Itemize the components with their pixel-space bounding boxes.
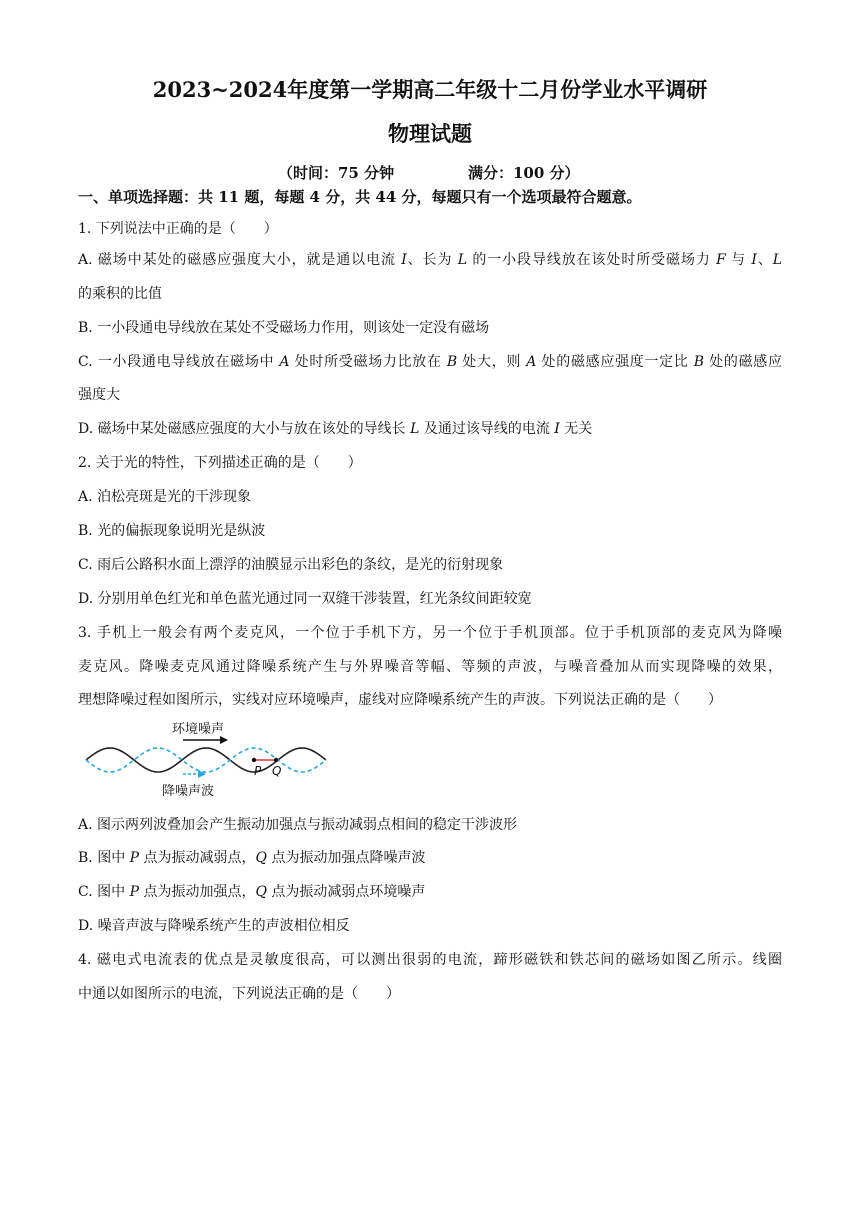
- label-point-q: Q: [272, 764, 282, 778]
- label-anti-noise: 降噪声波: [162, 784, 215, 799]
- q2-option-a: A. 泊松亮斑是光的干涉现象: [78, 489, 252, 505]
- q1-option-a-cont: 的乘积的比值: [78, 286, 162, 302]
- q1-option-d: D. 磁场中某处磁感应强度的大小与放在该处的导线长 L 及通过该导线的电流 I 无关: [78, 421, 593, 437]
- arrowhead-ambient: [220, 736, 228, 744]
- q2-stem: 2. 关于光的特性，下列描述正确的是（ ）: [78, 455, 362, 471]
- q3-option-d: D. 噪音声波与降噪系统产生的声波相位相反: [78, 918, 350, 934]
- label-point-p: P: [254, 764, 262, 778]
- q3-stem-line3: 理想降噪过程如图所示，实线对应环境噪声，虚线对应降噪系统产生的声波。下列说法正确的是（ ）: [78, 692, 722, 708]
- q1-option-c: C. 一小段通电导线放在磁场中 A 处时所受磁场力比放在 B 处大，则 A 处的磁感应强度一定比 B 处的磁感应: [78, 354, 782, 370]
- q1-option-b: B. 一小段通电导线放在某处不受磁场力作用，则该处一定没有磁场: [78, 320, 490, 336]
- q3-stem-line1: 3. 手机上一般会有两个麦克风，一个位于手机下方，另一个位于手机顶部。位于手机顶部的麦克风为降噪: [78, 625, 782, 641]
- q3-option-b: B. 图中 P 点为振动减弱点，Q 点为振动加强点降噪声波: [78, 850, 426, 866]
- q2-option-d: D. 分别用单色红光和单色蓝光通过同一双缝干涉装置，红光条纹间距较宽: [78, 591, 532, 607]
- q4-stem-line2: 中通以如图所示的电流，下列说法正确的是（ ）: [78, 986, 400, 1002]
- q2-option-c: C. 雨后公路积水面上漂浮的油膜显示出彩色的条纹，是光的衍射现象: [78, 557, 504, 573]
- point-q-dot: [274, 758, 278, 762]
- q1-option-a: A. 磁场中某处的磁感应强度大小，就是通以电流 I、长为 L 的一小段导线放在该处时所受磁场力 F 与 I、L: [78, 252, 783, 268]
- q3-option-c: C. 图中 P 点为振动加强点，Q 点为振动减弱点环境噪声: [78, 884, 426, 900]
- section-heading: 一、单项选择题：共 11 题，每题 4 分，共 44 分，每题只有一个选项最符合题意。: [78, 188, 642, 206]
- q3-option-a: A. 图示两列波叠加会产生振动加强点与振动减弱点相间的稳定干涉波形: [78, 817, 518, 833]
- q3-stem-line2: 麦克风。降噪麦克风通过降噪系统产生与外界噪音等幅、等频的声波，与噪音叠加从而实现降噪的效果，: [78, 659, 782, 675]
- exam-time: （时间：75 分钟: [278, 164, 395, 182]
- exam-subtitle: 物理试题: [388, 121, 472, 146]
- exam-score: 满分：100 分）: [468, 164, 580, 182]
- q1-option-c-cont: 强度大: [78, 387, 120, 403]
- q2-option-b: B. 光的偏振现象说明光是纵波: [78, 523, 266, 539]
- q4-stem-line1: 4. 磁电式电流表的优点是灵敏度很高，可以测出很弱的电流，蹄形磁铁和铁芯间的磁场如图乙所示。线圈: [78, 952, 782, 968]
- point-p-dot: [252, 758, 256, 762]
- exam-title: 2023~2024年度第一学期高二年级十二月份学业水平调研: [152, 77, 708, 102]
- noise-cancel-figure: [80, 718, 340, 800]
- label-ambient-noise: 环境噪声: [172, 722, 225, 737]
- q1-stem: 1. 下列说法中正确的是（ ）: [78, 221, 278, 237]
